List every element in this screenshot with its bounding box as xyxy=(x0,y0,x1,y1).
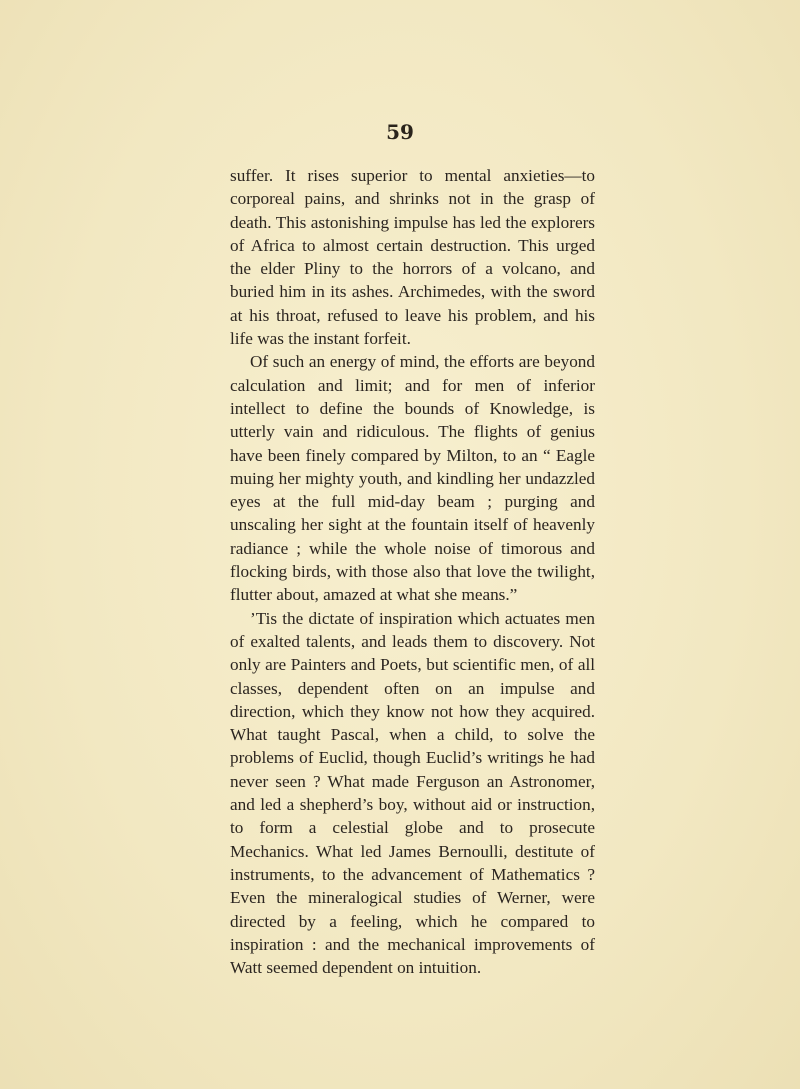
paragraph-2: Of such an energy of mind, the efforts are beyond calculation and limit; and for men of inferior intellect to define the bounds of Knowledge, is utterly vain and ridiculous. The flights of genius have been finely compared by Milton, to an “ Eagle muing her mighty youth, and kindling her undazzled eyes at the full mid-day beam ; purging and unscaling her sight at the fountain itself of heavenly radiance ; while the whole noise of timorous and flocking birds, with those also that love the twilight, flutter about, amazed at what she means.” xyxy=(230,352,595,605)
paragraph-3: ’Tis the dictate of inspiration which actuates men of exalted talents, and leads them to discovery. Not only are Painters and Poets, but scientific men, of all classes, dependent often on an impulse and direction, which they know not how they acquired. What taught Pascal, when a child, to solve the problems of Euclid, though Euclid’s writings he had never seen ? What made Ferguson an Astronomer, and led a shepherd’s boy, without aid or instruction, to form a celestial globe and to prosecute Mechanics. What led James Bernoulli, destitute of instruments, to the advancement of Mathematics ? Even the mineralogical studies of Werner, were directed by a feeling, which he compared to inspiration : and the mechanical improvements of Watt seemed dependent on intuition. xyxy=(230,608,595,978)
body-text xyxy=(230,164,595,979)
page-number: 59 xyxy=(386,120,414,144)
paragraph-1: suffer. It rises superior to mental anxieties—to corporeal pains, and shrinks not in the grasp of death. This astonishing impulse has led the explorers of Africa to almost certain destruction. This urged the elder Pliny to the horrors of a volcano, and buried him in its ashes. Archimedes, with the sword at his throat, refused to leave his problem, and his life was the instant forfeit. xyxy=(230,166,595,349)
